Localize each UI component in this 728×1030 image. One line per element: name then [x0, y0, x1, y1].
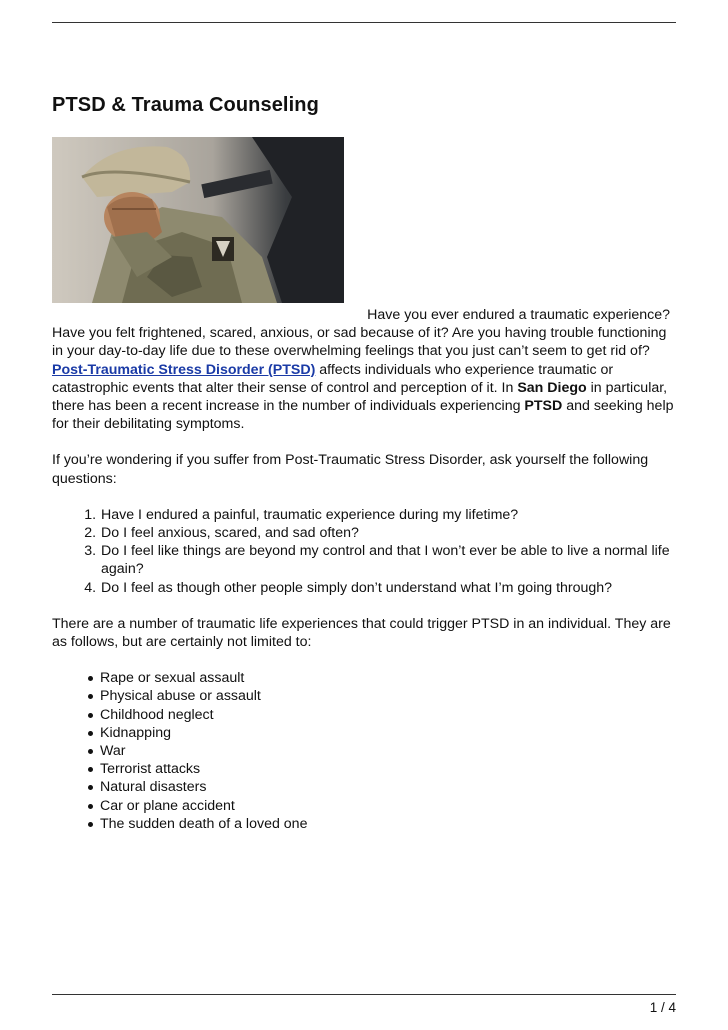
list-item: 3. Do I feel like things are beyond my control and that I won’t ever be able to live a normal life again?	[100, 542, 676, 578]
page-number: 1 / 4	[649, 1000, 676, 1015]
list-item: Terrorist attacks	[100, 760, 676, 778]
list-item: Kidnapping	[100, 724, 676, 742]
article-body	[52, 306, 676, 833]
intro-text: Have you felt frightened, scared, anxious, or sad because of it? Are you having trouble functioning in your day-to-day life due to these overwhelming feelings that you just can’t seem to get rid of?	[52, 325, 667, 360]
list-item: Childhood neglect	[100, 706, 676, 724]
page-title: PTSD & Trauma Counseling	[52, 94, 319, 116]
intro-text: and seeking help for their debilitating symptoms.	[52, 398, 674, 433]
intro-text: in particular, there has been a recent increase in the number of individuals experiencing	[52, 379, 668, 415]
questions-intro: If you’re wondering if you suffer from Post-Traumatic Stress Disorder, ask yourself the following questions:	[52, 452, 649, 487]
header-rule	[52, 22, 676, 23]
triggers-list	[52, 669, 676, 833]
triggers-intro: There are a number of traumatic life experiences that could trigger PTSD in an individual. They are as follows, but are certainly not limited to:	[52, 615, 671, 651]
ptsd-bold: PTSD	[524, 398, 563, 415]
list-item: The sudden death of a loved one	[100, 815, 676, 833]
list-item: 4. Do I feel as though other people simply don’t understand what I’m going through?	[100, 579, 676, 597]
intro-lead: Have you ever endured a traumatic experience?	[367, 307, 670, 323]
list-item: Physical abuse or assault	[100, 687, 676, 705]
list-item: 1. Have I endured a painful, traumatic experience during my lifetime?	[100, 506, 676, 524]
list-item: Car or plane accident	[100, 797, 676, 815]
footer-rule	[52, 994, 676, 995]
questions-list	[52, 506, 676, 597]
intro-paragraph	[52, 306, 676, 433]
list-item: War	[100, 742, 676, 760]
intro-text: affects individuals who experience traumatic or catastrophic events that alter their sense of control and perception of it. In	[52, 361, 614, 396]
list-item: 2. Do I feel anxious, scared, and sad often?	[100, 524, 676, 542]
soldier-photo	[52, 137, 344, 303]
list-item: Natural disasters	[100, 778, 676, 796]
san-diego-bold: San Diego	[517, 379, 587, 396]
list-item: Rape or sexual assault	[100, 669, 676, 687]
ptsd-link[interactable]: Post-Traumatic Stress Disorder (PTSD)	[52, 361, 316, 378]
